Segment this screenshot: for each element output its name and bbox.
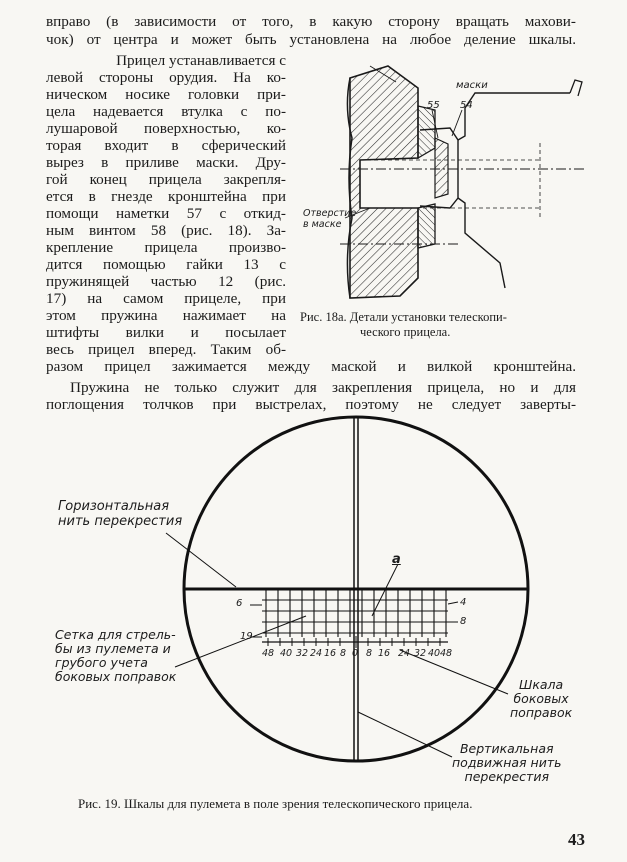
text-line: дится помощью гайки 13 с (46, 256, 286, 273)
scale-number: 40 (280, 648, 293, 659)
label-line: подвижная нить (452, 755, 562, 770)
text-line: Прицел устанавливается с (116, 52, 286, 69)
label-grid (55, 628, 176, 684)
text-line: Пружина не только служит для закрепления прицела, но и для (70, 379, 576, 396)
text-line: торая входит в сферический (46, 137, 286, 154)
label-maski: маски (456, 80, 488, 91)
label-6: 6 (236, 598, 243, 609)
page-number: 43 (568, 830, 585, 849)
text-line: гой конец прицела закрепля- (46, 171, 286, 188)
figure-18a-caption (300, 310, 507, 340)
text-line: поглощения толчков при выстрелах, поэтому не следует заверты- (46, 396, 576, 413)
label-line: Шкала (518, 677, 564, 692)
label-55: 55 (427, 100, 440, 111)
figure-19-caption: Рис. 19. Шкалы для пулемета в поле зрения телескопического прицела. (78, 796, 473, 811)
text-line: разом прицел зажимается между маской и вилкой кронштейна. (46, 358, 576, 375)
label-horizontal-crosshair (58, 499, 182, 529)
label-line: Сетка для стрель- (55, 627, 176, 642)
label-line: Горизонтальная (58, 499, 170, 514)
scale-number: 16 (324, 648, 337, 659)
text-line: чок) от центра и может быть установлена на любое деление шкалы. (46, 31, 576, 48)
label-vertical-crosshair (452, 742, 562, 784)
label-line: нить перекрестия (58, 514, 183, 529)
text-line: лушаровой поверхностью, ко- (46, 120, 286, 137)
scale-number: 32 (296, 648, 309, 659)
label-hole-line-2: в маске (303, 219, 342, 230)
label-line: бы из пулемета и (55, 641, 171, 656)
label-54: 54 (460, 100, 473, 111)
label-line: поправок (510, 705, 573, 720)
label-19: 19 (240, 631, 253, 642)
text-line: вырез в приливе маски. Дру- (46, 154, 286, 171)
text-line: вправо (в зависимости от того, в какую сторону вращать махови- (46, 13, 576, 30)
scale-number: 0 (352, 648, 359, 659)
caption-line: ческого прицела. (360, 325, 451, 339)
label-8: 8 (460, 616, 467, 627)
text-line: 17) на самом прицеле, при (46, 290, 286, 307)
scale-number: 24 (310, 648, 323, 659)
scale-number: 48 (440, 648, 453, 659)
text-line: штифты вилки и посылает (46, 324, 286, 341)
label-lateral-scale (510, 678, 572, 720)
scale-number: 48 (262, 648, 275, 659)
label-4: 4 (460, 597, 467, 608)
text-line: цела надевается втулка с по- (46, 103, 286, 120)
label-line: боковых поправок (55, 669, 177, 684)
figure-18a-mount-drawing (300, 48, 600, 310)
text-line: этом пружина нажимает на (46, 307, 286, 324)
label-hole-line-1: Отверстие (303, 208, 357, 219)
scale-number: 32 (414, 648, 427, 659)
scale-number: 40 (428, 648, 441, 659)
scale-number: 24 (398, 648, 411, 659)
text-line: левой стороны орудия. На ко- (46, 69, 286, 86)
text-line: помощи наметки 57 с откид- (46, 205, 286, 222)
label-hole-in-mask (303, 208, 356, 230)
grid (262, 590, 448, 637)
text-line: ническом носике головки при- (46, 86, 286, 103)
text-line: ется в гнезде кронштейна при (46, 188, 286, 205)
label-line: боковых (513, 691, 569, 706)
text-line: ным винтом 58 (рис. 18). За- (46, 222, 286, 239)
text-line: крепление прицела произво- (46, 239, 286, 256)
figure-19-field-of-view (0, 412, 627, 797)
label-line: Вертикальная (459, 741, 554, 756)
label-a: а (392, 552, 401, 567)
text-line: весь прицел вперед. Таким об- (46, 341, 286, 358)
text-line: пружинящей частью 12 (рис. (46, 273, 286, 290)
scale-number: 8 (366, 648, 373, 659)
caption-line: Рис. 18а. Детали установки телескопи- (300, 310, 507, 324)
label-line: перекрестия (464, 769, 549, 784)
scale-number: 16 (378, 648, 391, 659)
scale-number: 8 (340, 648, 347, 659)
label-line: грубого учета (55, 655, 148, 670)
